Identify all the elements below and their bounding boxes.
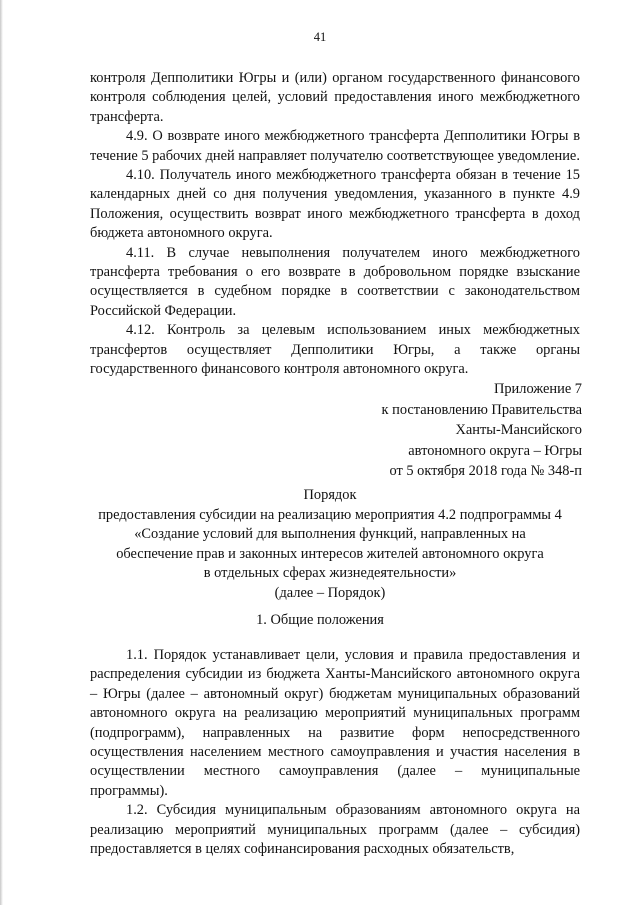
title-line: (далее – Порядок) bbox=[274, 584, 386, 601]
body-text-block bbox=[90, 646, 580, 859]
appendix-block bbox=[382, 379, 582, 482]
appendix-line: от 5 октября 2018 года № 348-п bbox=[389, 463, 582, 480]
paragraph-1-1: 1.1. Порядок устанавливает цели, условия и правила предоставления и распределения субсидии из бюджета Ханты-Мансийского автономного округа – Югры (далее – автономный округ) бюджетам муниципальных образований автономного округа на реализацию мероприятий муниципальных программ (подпрограмм), направленных на развитие форм непосредственного осуществления населением местного самоуправления и участия населения в осуществлении местного самоуправления (далее – муниципальные программы). bbox=[90, 647, 580, 799]
paragraph-continuation: контроля Депполитики Югры и (или) органом государственного финансового контроля соблюдения целей, условий предоставления иного межбюджетного трансферта. bbox=[90, 70, 580, 125]
title-line: «Создание условий для выполнения функций, направленных на bbox=[134, 526, 526, 543]
appendix-line: Приложение 7 bbox=[493, 381, 582, 397]
appendix-line: к постановлению Правительства bbox=[381, 401, 582, 418]
document-title bbox=[80, 486, 580, 604]
paragraph-4-9: 4.9. О возврате иного межбюджетного трансферта Депполитики Югры в течение 5 рабочих дней направляет получателю соответствующее уведомление. bbox=[90, 128, 580, 164]
paragraph-1-2: 1.2. Субсидия муниципальным образованиям автономного округа на реализацию мероприятий муниципальных программ (далее – субсидия) предоставляется в целях софинансирования расходных обязательств, bbox=[90, 802, 580, 858]
appendix-line: Ханты-Мансийского bbox=[455, 422, 582, 439]
section-heading: 1. Общие положения bbox=[256, 612, 384, 628]
page-number: 41 bbox=[313, 30, 327, 44]
title-line: обеспечение прав и законных интересов жителей автономного округа bbox=[116, 545, 544, 562]
title-line: Порядок bbox=[303, 487, 357, 503]
top-text-block bbox=[90, 69, 580, 380]
title-line: в отдельных сферах жизнедеятельности» bbox=[203, 565, 457, 582]
paragraph-4-11: 4.11. В случае невыполнения получателем иного межбюджетного трансферта требования о его возврате в добровольном порядке взыскание осуществляется в судебном порядке в соответствии с законодательством Российской Федерации. bbox=[90, 244, 580, 319]
title-line: предоставления субсидии на реализацию мероприятия 4.2 подпрограммы 4 bbox=[98, 506, 562, 523]
scan-edge-shadow bbox=[0, 0, 3, 905]
paragraph-4-10: 4.10. Получатель иного межбюджетного трансферта обязан в течение 15 календарных дней со дня получения уведомления, указанного в пункте 4.9 Положения, осуществить возврат иного межбюджетного трансферта в доход бюджета автономного округа. bbox=[90, 167, 580, 242]
appendix-line: автономного округа – Югры bbox=[408, 442, 582, 459]
paragraph-4-12: 4.12. Контроль за целевым использованием иных межбюджетных трансфертов осуществляет Депполитики Югры, а также органы государственного финансового контроля автономного округа. bbox=[90, 322, 580, 378]
